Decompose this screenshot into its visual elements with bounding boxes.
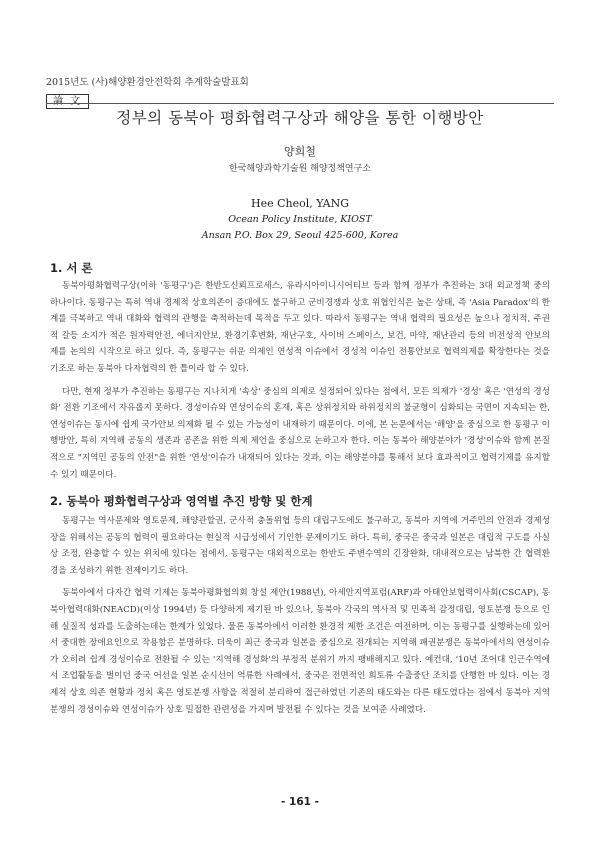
- section-1-paragraph-1: 동북아평화협력구상(이하 '동평구')은 한반도신뢰프로세스, 유라시아이니시어티브 등과 함께 정부가 추진하는 3대 외교정책 중의 하나이다. 동평구는 특히 역내 경제적 상호의존이 증대에도 불구하고 군비경쟁과 상호 위협인식은 높은 상태, 즉 'Asia Paradox'의 한계를 극복하고 역내 대화와 협력의 관행을 축적하는데 목적을 두고 있다. 따라서 동평구는 역내 협력의 필요성은 높으나 정치적, 주권적 갈등 소지가 적은 원자력안전, 에너지안보, 환경기후변화, 재난구호, 사이버 스페이스, 보건, 마약, 재난관리 등의 비전성적 안보의제를 논의의 시작으로 하고 있다. 즉, 동평구는 쉬운 의제인 연성적 이슈에서 경성적 이슈인 전통안보로 협력의제를 확장한다는 것을 기조로 하는 동북아 다자협력의 한 틀이라 할 수 있다.: [50, 281, 550, 374]
- affiliation-korean: 한국해양과학기술원 해양정책연구소: [229, 164, 371, 174]
- paper-title: 정부의 동북아 평화협력구상과 해양을 통한 이행방안: [116, 109, 484, 127]
- section-2-body: [50, 513, 550, 718]
- address-english: Ansan P.O. Box 29, Seoul 425-600, Korea: [201, 230, 399, 241]
- author-korean: 양희철: [284, 145, 316, 158]
- section-heading-1: 1. 서 론: [50, 261, 93, 275]
- section-2-paragraph-2: 동북아에서 다자간 협력 기제는 동북아평화협의회 창설 제안(1988년), 아세안지역포럼(ARF)과 아태안보협력이사회(CSCAP), 동북아협력대화(NEACD)(이상 1994년) 등 다양하게 제기된 바 있으나, 동북아 각국의 역사적 및 민족적 감정대립, 영토분쟁 등으로 인해 실질적 성과를 도출하는데는 한계가 있었다. 물론 동북아에서 이러한 환경적 제한 조건은 여전하며, 이는 동평구를 실행하는데 있어서 중대한 장애요인으로 작용함은 분명하다. 더욱이 최근 중국과 일본을 중심으로 전개되는 지역해 패권분쟁은 동북아에서의 연성이슈가 오히려 쉽게 경성이슈로 전환될 수 있는 '지역해 경성화'의 부정적 분위기 까지 팽배해지고 있다. 예컨대, '10년 조어대 인근수역에서 조업활동을 벌이던 중국 어선을 일본 순시선이 억류한 사례에서, 중국은 전면적인 희토류 수출중단 조치를 단행한 바 있다. 이는 경제적 상호 의존 현황과 정치 혹은 영토분쟁 사항을 적절히 분리하여 접근하였던 기존의 태도와는 다른 태도였다는 점에서 동북아 지역 분쟁의 경성이슈와 연성이슈가 상호 밀접한 관련성을 가지며 발전될 수 있다는 것을 보여준 사례였다.: [50, 588, 550, 715]
- affiliation-english: Ocean Policy Institute, KIOST: [228, 214, 372, 225]
- article-type-tag: 論 文: [46, 94, 89, 109]
- section-heading-2: 2. 동북아 평화협력구상과 영역별 추진 방향 및 한계: [50, 494, 313, 508]
- author-english: Hee Cheol, YANG: [250, 197, 350, 210]
- conference-header: 2015년도 (사)해양환경안전학회 추계학술발표회: [46, 77, 249, 88]
- section-1-body: [50, 278, 550, 483]
- section-1-paragraph-2: 다만, 현재 정부가 추진하는 동평구는 지나치게 '속상' 중심의 의제로 설정되어 있다는 점에서, 모든 의제가 '경성' 혹은 '연성의 경성화' 전환 기조에서 자유롭지 못하다. 경성이슈와 연성이슈의 혼재, 혹은 상위정치와 하위정치의 불균형이 심화되는 국면이 지속되는 한, 연성이슈는 동시에 쉽게 국가안보 의제화 될 수 있는 가능성이 내재하기 때문이다. 이에, 본 논문에서는 '해양'을 중심으로 한 동평구 이행방안, 특히 지역해 공동의 생존과 공존을 위한 의제 제언을 중심으로 논하고자 한다. 이는 동북아 해양분야가 '경성'이슈와 함께 본질적으로 "지역민 공동의 안전"을 위한 '연성'이슈가 내재되어 있다는 것과, 이는 해양분야를 통해서 보다 효과적이고 협력기제를 유지할 수 있기 때문이다.: [50, 386, 550, 480]
- header-rule: [46, 103, 554, 104]
- section-2-paragraph-1: 동평구는 역사문제와 영토문제, 해양관할권, 군사적 충돌위협 등의 대립구도에도 불구하고, 동북아 지역에 거주민의 안전과 경제성장을 위해서는 공동의 협력이 필요하다는 현실적 시급성에서 기인한 문제이기도 하다. 특히, 중국은 중국과 일본은 대립적 구도를 사실상 조정, 완충할 수 있는 위치에 있다는 점에서, 동평구는 대외적으로는 한반도 주변수역의 긴장완화, 대내적으로는 남북한 간 협력환경을 조성하기 위한 전제이기도 하다.: [50, 516, 550, 576]
- page-number: - 161 -: [281, 796, 319, 808]
